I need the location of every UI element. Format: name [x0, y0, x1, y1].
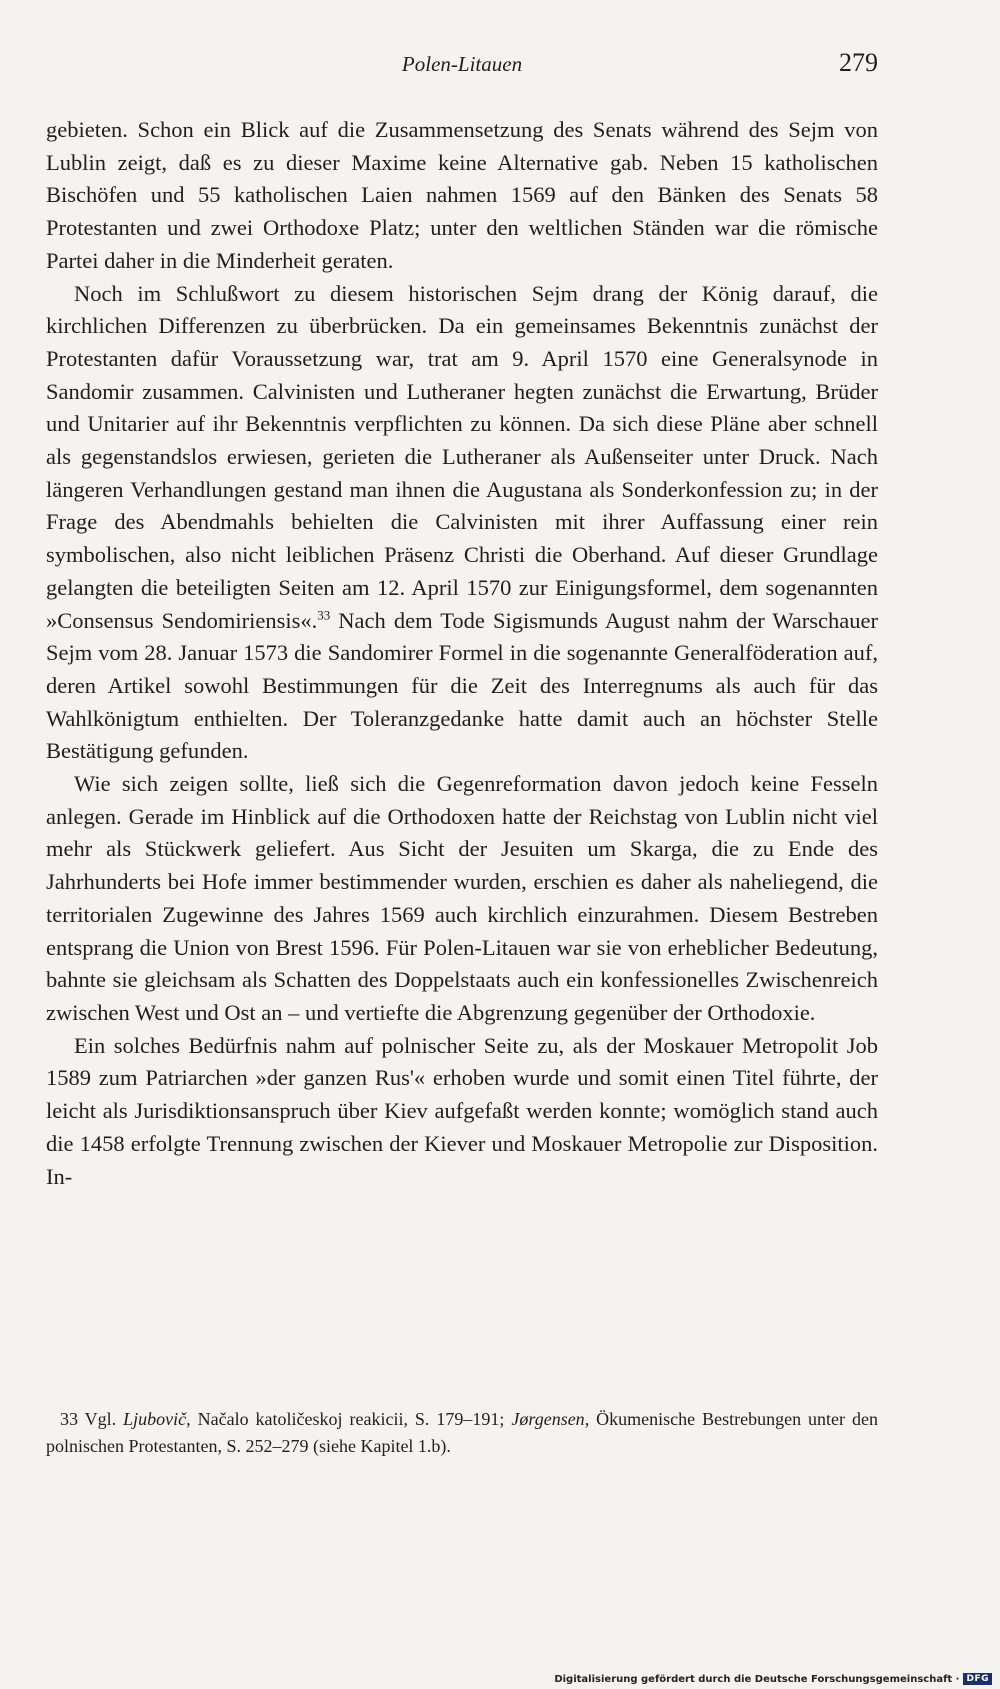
digitization-credit: Digitalisierung gefördert durch die Deutsche Forschungsgemeinschaft · — [554, 1673, 960, 1685]
running-title: Polen-Litauen — [401, 52, 523, 76]
paragraph-2-part-b: Nach dem Tode Sigismunds August nahm der Warschauer Sejm vom 28. Januar 1573 die Sandomirer Formel in die sogenannte Generalföderation auf, deren Artikel sowohl Bestimmungen für die Zeit des Interregnums als auch für das Wahlkönigtum enthielten. Der Toleranzgedanke hatte damit auch an höchster Stelle Bestätigung gefunden. — [46, 607, 878, 764]
paragraph-2-part-a: Noch im Schlußwort zu diesem historischen Sejm drang der König darauf, die kirchlichen Differenzen zu überbrücken. Da ein gemeinsames Bekenntnis zunächst der Protestanten dafür Voraussetzung war, trat am 9. April 1570 eine Generalsynode in Sandomir zusammen. Calvinisten und Lutheraner hegten zunächst die Erwartung, Brüder und Unitarier auf ihr Bekenntnis verpflichten zu können. Da sich diese Pläne aber schnell als gegenstandslos erwiesen, gerieten die Lutheraner als Außenseiter unter Druck. Nach längeren Verhandlungen gestand man ihnen die Augustana als Sonderkonfession zu; in der Frage des Abendmahls behielten die Calvinisten mit ihrer Auffassung einer rein symbolischen, also nicht leiblichen Präsenz Christi die Oberhand. Auf dieser Grundlage gelangten die beteiligten Seiten am 12. April 1570 zur Einigungsformel, dem sogenannten »Consensus Sendomiriensis«. — [46, 280, 878, 633]
page-number: 279 — [839, 48, 878, 77]
paragraph-2 — [46, 278, 878, 769]
footnote-text: , Načalo katoličeskoj reakicii, S. 179–191; — [186, 1409, 512, 1429]
footnote-author: Jørgensen — [511, 1409, 585, 1429]
paragraph-3: Wie sich zeigen sollte, ließ sich die Gegenreformation davon jedoch keine Fesseln anlegen. Gerade im Hinblick auf die Orthodoxen hatte der Reichstag von Lublin nicht viel mehr als Stückwerk geliefert. Aus Sicht der Jesuiten um Skarga, die zu Ende des Jahrhunderts bei Hofe immer bestimmender wurden, erschien es daher als naheliegend, die territorialen Zugewinne des Jahres 1569 auch kirchlich einzurahmen. Diesem Bestreben entsprang die Union von Brest 1596. Für Polen-Litauen war sie von erheblicher Bedeutung, bahnte sie gleichsam als Schatten des Doppelstaats auch ein konfessionelles Zwischenreich zwischen West und Ost an – und vertiefte die Abgrenzung gegenüber der Orthodoxie. — [46, 771, 878, 1025]
footnote-author: Ljubovič — [123, 1409, 187, 1429]
footnote-text: Vgl. — [78, 1409, 124, 1429]
body-text — [46, 114, 878, 1193]
dfg-logo: DFG — [963, 1673, 992, 1685]
page-header — [46, 48, 878, 80]
digitization-footer — [554, 1673, 992, 1685]
paragraph-4: Ein solches Bedürfnis nahm auf polnischer Seite zu, als der Moskauer Metropolit Job 1589 zum Patriarchen »der ganzen Rus'« erhoben wurde und somit einen Titel führte, der leicht als Jurisdiktionsanspruch über Kiev aufgefaßt werden konnte; womöglich stand auch die 1458 erfolgte Trennung zwischen der Kiever und Moskauer Metropolie zur Disposition. In- — [46, 1032, 878, 1189]
paragraph-1: gebieten. Schon ein Blick auf die Zusammensetzung des Senats während des Sejm von Lublin zeigt, daß es zu dieser Maxime keine Alternative gab. Neben 15 katholischen Bischöfen und 55 katholischen Laien nahmen 1569 auf den Bänken des Senats 58 Protestanten und zwei Orthodoxe Platz; unter den weltlichen Ständen war die römische Partei daher in die Minderheit geraten. — [46, 117, 878, 273]
footnotes — [46, 1406, 878, 1460]
footnote-text: , Ökumenische Bestrebungen unter den polnischen Protestanten, S. 252–279 (siehe Kapitel 1.b). — [46, 1409, 878, 1456]
footnote-33 — [46, 1406, 878, 1460]
footnote-reference: 33 — [317, 607, 331, 623]
footnote-number: 33 — [60, 1409, 78, 1429]
